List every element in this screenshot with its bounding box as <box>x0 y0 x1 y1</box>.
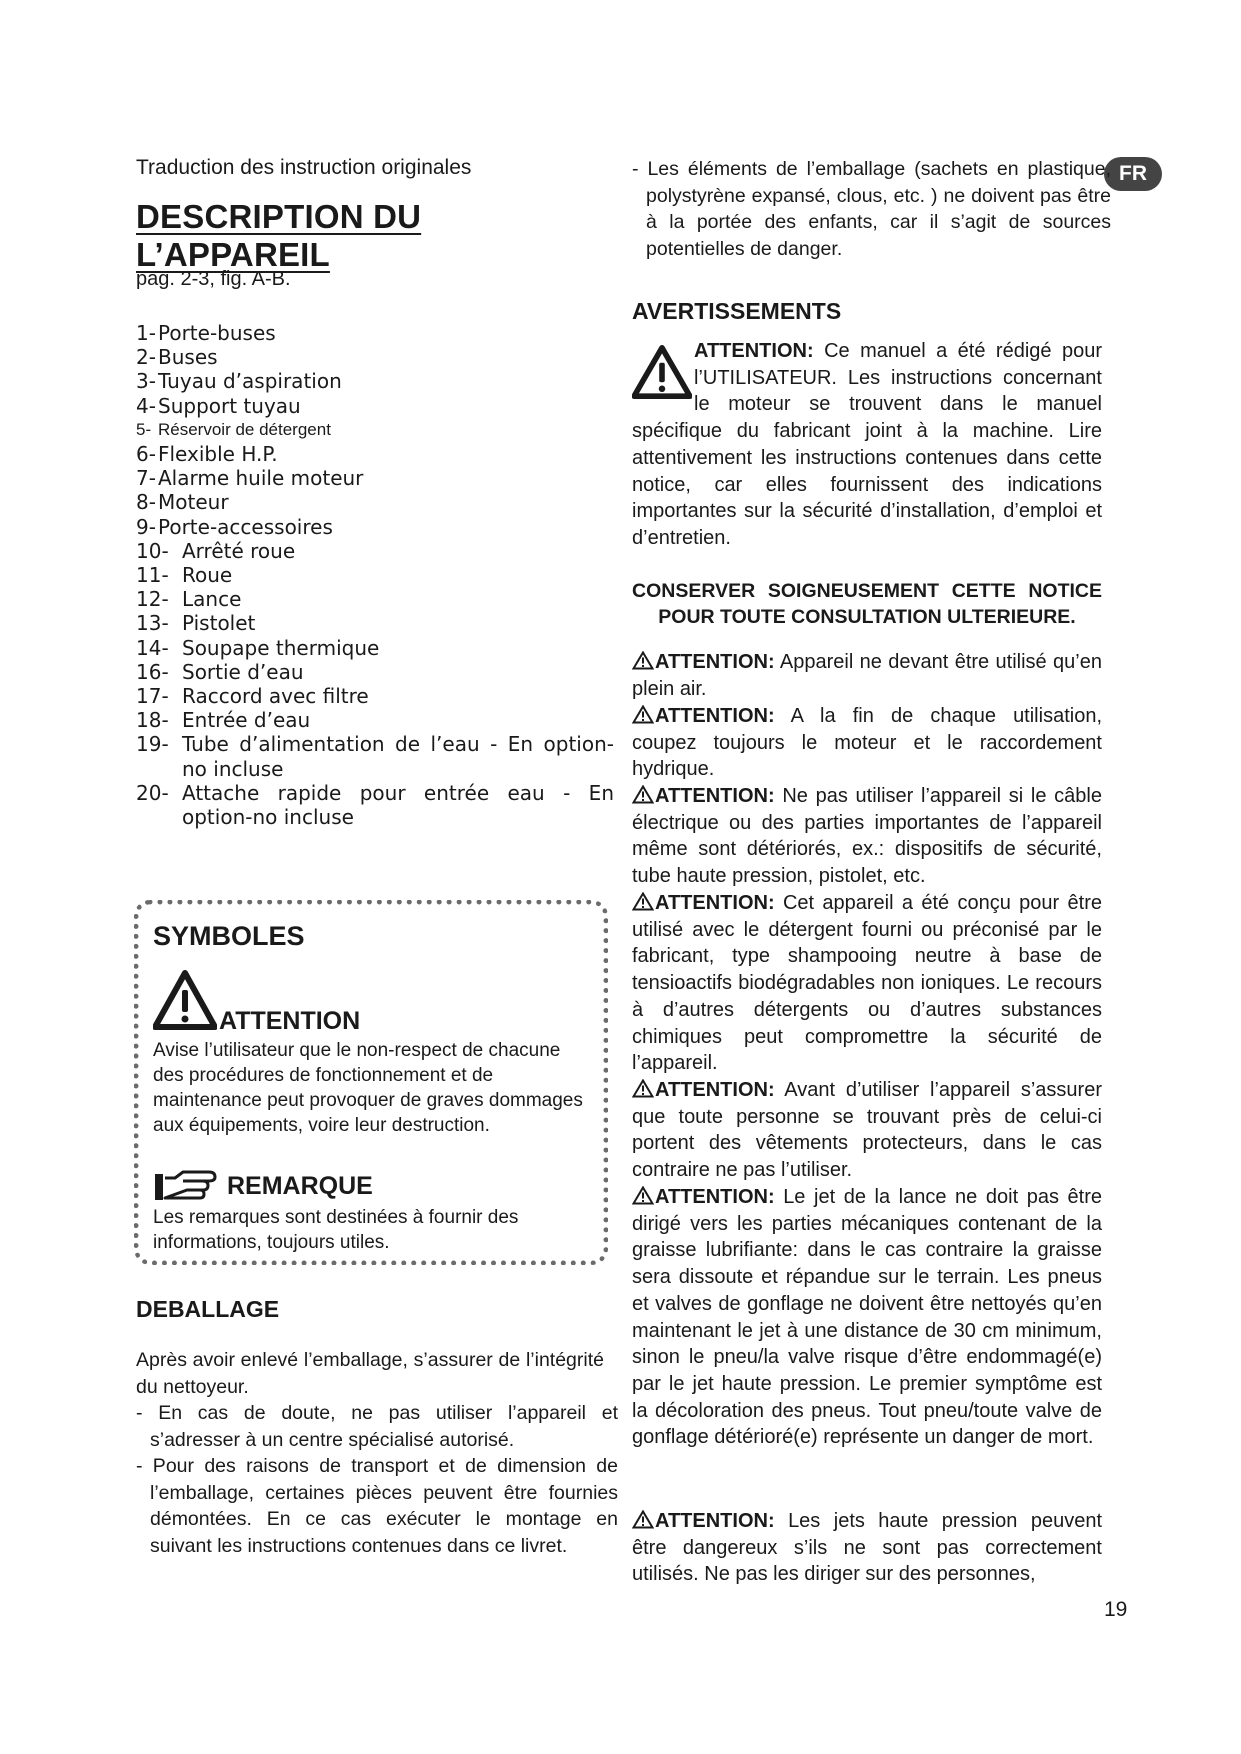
list-item: 6- Flexible H.P. <box>136 442 278 467</box>
warning-triangle-icon <box>632 651 654 670</box>
list-item: 20- Attache rapide pour entrée eau - En option-no incluse <box>136 780 614 830</box>
attention-label: ATTENTION <box>219 1007 361 1035</box>
unpacking-intro: Après avoir enlevé l’emballage, s’assurer de l’intégrité du nettoyeur. <box>136 1349 604 1398</box>
warning-item: ATTENTION: Le jet de la lance ne doit pas être dirigé vers les parties mécaniques contenant de la graisse lubrifiante: dans le cas contraire la graisse sera dissoute et répandue sur le terrain. Les pneus et valves de gonflage ne doivent être nettoyés qu’en maintenant le jet à une distance de 30 cm minimum, sinon le pneu/la valve risque d’être endommagé(e) par le jet haute pression. Le premier symptôme est la décoloration des pneus. Tout pneu/toute valve de gonflage détérioré(e) représente un danger de mort. <box>632 1186 1102 1449</box>
warning-item: ATTENTION: Appareil ne devant être utilisé qu’en plein air. <box>632 651 1102 700</box>
warning-triangle-icon <box>632 1510 654 1529</box>
translation-note: Traduction des instruction originales <box>136 156 472 179</box>
warning-triangle-icon <box>632 1079 654 1098</box>
list-item: 17- Raccord avec filtre <box>136 684 369 709</box>
unpacking-item: - Pour des raisons de transport et de dimension de l’emballage, certaines pièces peuvent être fournies démontées. En ce cas exécuter le montage en suivant les instructions contenues dans ce livret. <box>136 1455 618 1557</box>
page-number: 19 <box>1104 1598 1128 1621</box>
parts-list <box>136 321 614 829</box>
warning-item: ATTENTION: Cet appareil a été conçu pour être utilisé avec le détergent fourni ou préconisé par le fabricant, type shampooing neutre à base de tensioactifs biodégradables non ioniques. Le recours à d’autres détergents ou d’autres substances chimiques peut compromettre la sécurité de l’appareil. <box>632 892 1102 1075</box>
attention-description: Avise l’utilisateur que le non-respect de chacune des procédures de fonctionnement et de maintenance peut provoquer de graves dommages aux équipements, voire leur destruction. <box>153 1040 583 1136</box>
warnings-title: AVERTISSEMENTS <box>632 298 842 324</box>
warning-item: ATTENTION: Les jets haute pression peuvent être dangereux s’ils ne sont pas correctement utilisés. Ne pas les diriger sur des personnes, <box>632 1510 1102 1586</box>
warning-item: ATTENTION: Ne pas utiliser l’appareil si le câble électrique ou des parties importantes de l’appareil même sont détériorés, ex.: dispositifs de sécurité, tube haute pression, pistolet, etc. <box>632 785 1102 888</box>
remark-description: Les remarques sont destinées à fournir des informations, toujours utiles. <box>153 1207 519 1253</box>
list-item: 16- Sortie d’eau <box>136 659 304 684</box>
symbols-title: SYMBOLES <box>153 921 305 951</box>
unpacking-item: - En cas de doute, ne pas utiliser l’appareil et s’adresser à un centre spécialisé autorisé. <box>136 1402 618 1451</box>
language-badge: FR <box>1104 157 1162 191</box>
figure-reference: pag. 2-3, fig. A-B. <box>136 268 291 290</box>
packaging-warning: - Les éléments de l’emballage (sachets en plastique, polystyrène expansé, clous, etc. ) ne doivent pas être à la portée des enfants, car il s’agit de sources potentielles de danger. <box>632 158 1111 260</box>
list-item: 9- Porte-accessoires <box>136 514 333 539</box>
attention-label: ATTENTION: <box>694 340 814 362</box>
list-item: 13- Pistolet <box>136 611 256 636</box>
warning-triangle-icon <box>632 705 654 724</box>
list-item: 3- Tuyau d’aspiration <box>136 369 342 394</box>
list-item: 12- Lance <box>136 587 242 612</box>
keep-notice: CONSERVER SOIGNEUSEMENT CETTE NOTICE POUR TOUTE CONSULTATION ULTERIEURE. <box>632 580 1102 628</box>
list-item: 1- Porte-buses <box>136 321 276 345</box>
page-title: DESCRIPTION DU L’APPAREIL <box>136 198 422 273</box>
list-item: 14- Soupape thermique <box>136 635 380 660</box>
warning-triangle-icon <box>632 785 654 804</box>
symbols-box <box>134 900 608 1265</box>
list-item: 5- Réservoir de détergent <box>136 419 331 439</box>
list-item: 2- Buses <box>136 345 218 370</box>
warning-triangle-icon <box>632 1186 654 1205</box>
unpacking-title: DEBALLAGE <box>136 1296 280 1322</box>
warnings-intro-text: Ce manuel a été rédigé pour l’UTILISATEUR. Les instructions concernant le moteur se trouvent dans le manuel spécifique du fabricant joint à la machine. Lire attentivement les instructions contenues dans cette notice, car elles fournissent des indications importantes sur la sécurité d’installation, d’emploi et d’entretien. <box>632 340 1102 549</box>
list-item: 11- Roue <box>136 563 233 588</box>
list-item: 18- Entrée d’eau <box>136 708 311 733</box>
warning-item: ATTENTION: A la fin de chaque utilisation, coupez toujours le moteur et le raccordement hydrique. <box>632 705 1102 781</box>
list-item: 19- Tube d’alimentation de l’eau - En option-no incluse <box>136 732 614 781</box>
warning-triangle-icon <box>153 970 217 1030</box>
remark-label: REMARQUE <box>227 1172 373 1200</box>
warning-triangle-icon <box>632 892 654 911</box>
list-item: 4- Support tuyau <box>136 393 301 418</box>
list-item: 8- Moteur <box>136 490 229 515</box>
warning-item: ATTENTION: Avant d’utiliser l’appareil s’assurer que toute personne se trouvant près de celui-ci portent des vêtements protecteurs, dans le cas contraire ne pas l’utiliser. <box>632 1079 1102 1182</box>
list-item: 7- Alarme huile moteur <box>136 466 364 491</box>
list-item: 10- Arrêté roue <box>136 538 296 563</box>
pointing-hand-icon <box>153 1168 219 1204</box>
